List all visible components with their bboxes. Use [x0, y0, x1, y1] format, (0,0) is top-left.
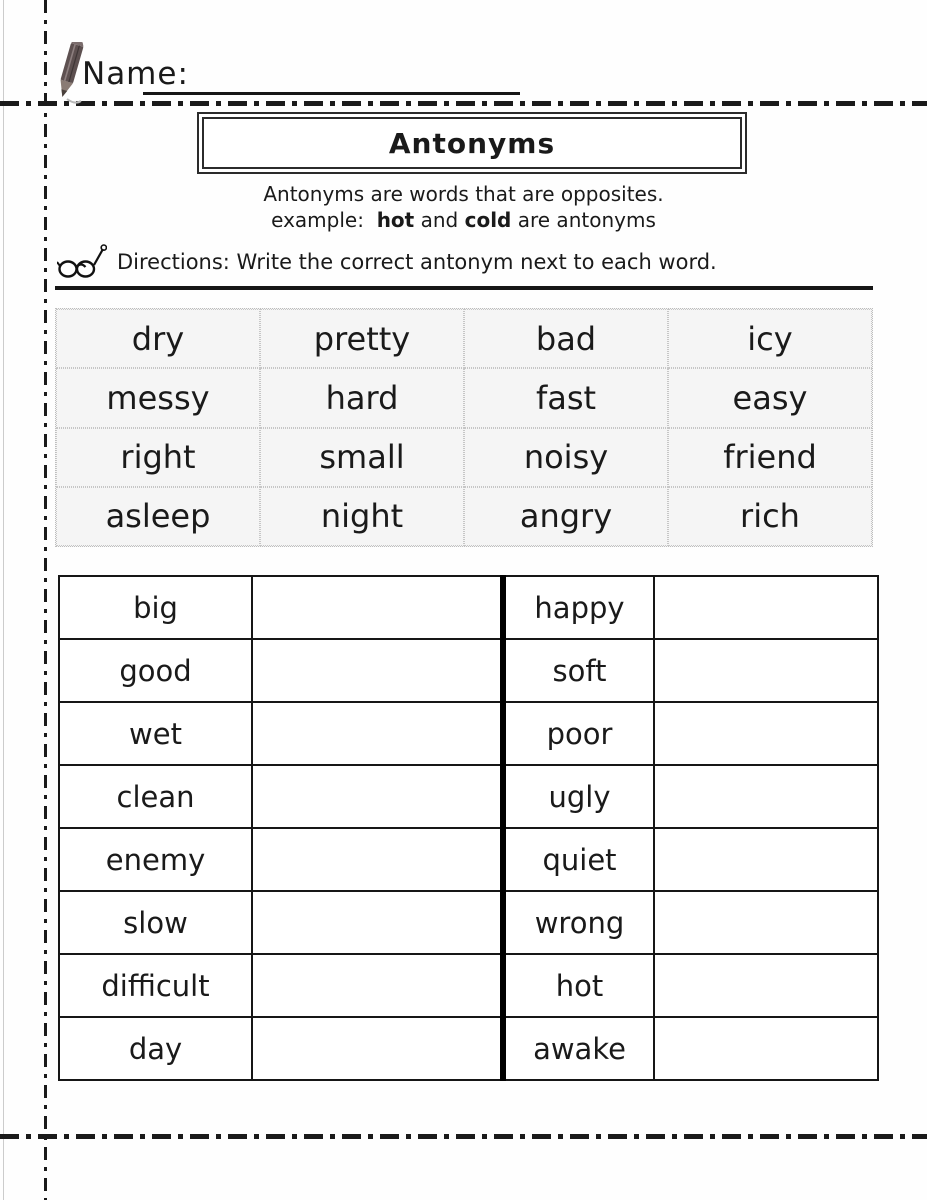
exercise-word-right: soft	[503, 639, 654, 702]
answer-blank-right[interactable]	[654, 576, 878, 639]
bank-word: right	[56, 428, 260, 487]
example-prefix: example:	[271, 208, 364, 232]
bottom-cut-line	[0, 1134, 927, 1139]
answer-blank-left[interactable]	[252, 576, 503, 639]
exercise-word-right: ugly	[503, 765, 654, 828]
bank-word: night	[260, 487, 464, 546]
answer-blank-right[interactable]	[654, 702, 878, 765]
exercise-word-left: big	[59, 576, 252, 639]
title-box	[197, 112, 747, 174]
title-box-inner-border	[202, 117, 742, 169]
exercise-word-left: wet	[59, 702, 252, 765]
table-row	[59, 828, 878, 891]
subtitle-text: Antonyms are words that are opposites.	[263, 182, 664, 206]
answer-blank-right[interactable]	[654, 828, 878, 891]
top-cut-line	[0, 101, 927, 106]
answer-blank-right[interactable]	[654, 1017, 878, 1080]
exercise-word-left: difficult	[59, 954, 252, 1017]
answer-blank-left[interactable]	[252, 702, 503, 765]
answer-blank-left[interactable]	[252, 828, 503, 891]
bank-word: friend	[668, 428, 872, 487]
exercise-word-left: slow	[59, 891, 252, 954]
bank-word: dry	[56, 309, 260, 368]
answer-blank-right[interactable]	[654, 954, 878, 1017]
bank-word: small	[260, 428, 464, 487]
exercise-word-right: awake	[503, 1017, 654, 1080]
exercise-word-left: day	[59, 1017, 252, 1080]
table-row	[59, 639, 878, 702]
answer-blank-left[interactable]	[252, 639, 503, 702]
directions-row	[57, 244, 877, 280]
answer-blank-right[interactable]	[654, 639, 878, 702]
bank-word: hard	[260, 368, 464, 427]
exercise-word-left: good	[59, 639, 252, 702]
bank-word: icy	[668, 309, 872, 368]
bank-word: easy	[668, 368, 872, 427]
divider-rule	[55, 286, 873, 290]
table-row	[59, 765, 878, 828]
exercise-word-right: wrong	[503, 891, 654, 954]
name-label: Name:	[82, 56, 189, 92]
directions-text: Directions: Write the correct antonym next to each word.	[117, 250, 717, 274]
word-bank	[55, 308, 873, 547]
page-title: Antonyms	[388, 126, 556, 160]
example-suffix: are antonyms	[517, 208, 656, 232]
bank-word: angry	[464, 487, 668, 546]
exercise-table	[58, 575, 879, 1081]
table-row	[59, 954, 878, 1017]
table-row	[59, 1017, 878, 1080]
answer-blank-left[interactable]	[252, 765, 503, 828]
example-word-hot: hot	[376, 208, 415, 232]
exercise-word-right: hot	[503, 954, 654, 1017]
name-input-line[interactable]	[143, 92, 520, 95]
answer-blank-right[interactable]	[654, 765, 878, 828]
bank-word: noisy	[464, 428, 668, 487]
exercise-word-left: enemy	[59, 828, 252, 891]
table-row	[59, 891, 878, 954]
table-row	[59, 576, 878, 639]
bank-word: messy	[56, 368, 260, 427]
glasses-icon	[57, 244, 107, 280]
bank-word: pretty	[260, 309, 464, 368]
answer-blank-left[interactable]	[252, 954, 503, 1017]
bank-word: rich	[668, 487, 872, 546]
bank-word: fast	[464, 368, 668, 427]
bank-word: asleep	[56, 487, 260, 546]
exercise-word-right: quiet	[503, 828, 654, 891]
answer-blank-left[interactable]	[252, 1017, 503, 1080]
bank-word: bad	[464, 309, 668, 368]
example-conjunction: and	[420, 208, 459, 232]
example-word-cold: cold	[464, 208, 512, 232]
answer-blank-left[interactable]	[252, 891, 503, 954]
table-row	[59, 702, 878, 765]
exercise-word-left: clean	[59, 765, 252, 828]
exercise-word-right: happy	[503, 576, 654, 639]
scan-edge-line	[3, 0, 4, 1200]
example-line	[0, 208, 927, 232]
vertical-cut-line	[44, 0, 47, 1200]
exercise-word-right: poor	[503, 702, 654, 765]
answer-blank-right[interactable]	[654, 891, 878, 954]
